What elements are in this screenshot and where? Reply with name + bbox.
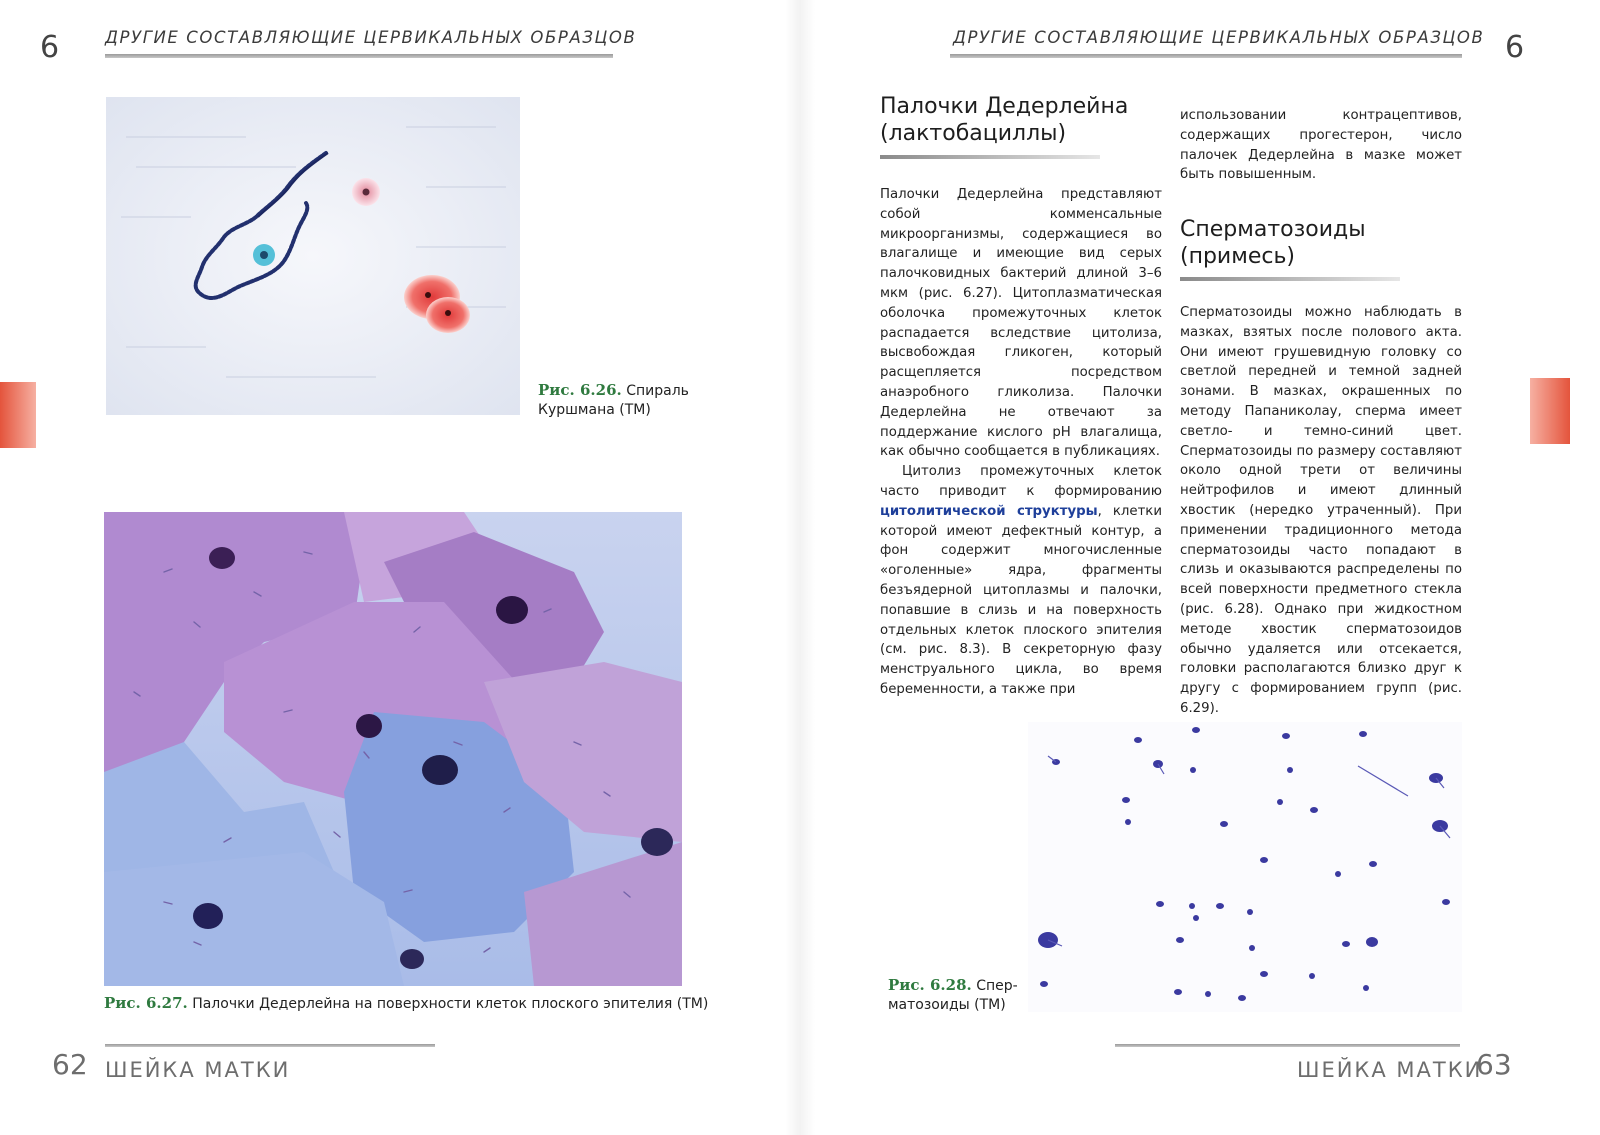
heading-line: Палочки Дедерлейна: [880, 94, 1129, 119]
section-heading-doderlein: [880, 93, 1160, 147]
header-rule: [950, 54, 1462, 58]
heading-rule: [1180, 277, 1400, 281]
paragraph-text: , клетки которой имеют дефектный контур, а фон содержит многочисленные «оголенные» ядра, фрагменты безъядерной цитоплазмы и палочки, попавшие в слизь и на поверхность отдельных клеток плоского эпителия (см. рис. 8.3). В секреторную фазу менструального цикла, во время беременности, а также при: [880, 503, 1162, 697]
chapter-number: 6: [40, 30, 60, 65]
page-number: 62: [52, 1048, 88, 1081]
footer-rule: [1115, 1044, 1460, 1047]
figure-label: Рис. 6.28.: [888, 976, 972, 994]
caption-text: Палочки Дедерлейна на поверхности клеток плоского эпителия (ТМ): [192, 996, 709, 1012]
running-head: ДРУГИЕ СОСТАВЛЯЮЩИЕ ЦЕРВИКАЛЬНЫХ ОБРАЗЦОВ: [953, 28, 1485, 47]
heading-line: (примесь): [1180, 244, 1296, 269]
heading-line: Сперматозоиды: [1180, 217, 1366, 242]
doderlein-bacilli-image: [104, 512, 682, 986]
section-heading-spermatozoa: [1180, 216, 1460, 270]
figure-6-27-micrograph: [104, 512, 682, 986]
paragraph: использовании контрацептивов, содержащих прогестерон, число палочек Дедерлейна в мазке может быть повышенным.: [1180, 108, 1462, 183]
figure-label: Рис. 6.26.: [538, 381, 622, 399]
keyword-cytolytic-structure: цитолитической структуры: [880, 503, 1098, 519]
spermatozoa-image: [1028, 722, 1462, 1012]
caption-text: Куршмана (ТМ): [538, 402, 651, 418]
heading-line: (лактобациллы): [880, 121, 1067, 146]
figure-6-28-caption: [888, 976, 1028, 1015]
text-column-1: [880, 185, 1162, 700]
thumb-tab: [0, 382, 36, 448]
caption-text: Спер-: [976, 978, 1018, 994]
heading-rule: [880, 155, 1100, 159]
paragraph: Сперматозоиды можно наблюдать в мазках, взятых после полового акта. Они имеют грушевидную головку со светлой передней и темной задней зонами. В мазках, окрашенных по методу Папаниколау, сперма имеет светло- и темно-синий цвет. Сперматозоиды по размеру составляют около одной трети от величины нейтрофилов и имеют длинный хвостик (нередко утраченный). При применении традиционного метода сперматозоиды часто попадают в слизь и оказываются распределены по всей поверхности предметного стекла (рис. 6.28). Однако при жидкостном методе хвостик сперматозоидов обычно удаляется или отсекается, головки располагаются близко друг к другу с формированием групп (рис. 6.29).: [1180, 305, 1462, 716]
footer-rule: [105, 1044, 435, 1047]
figure-6-27-caption: [104, 994, 724, 1014]
text-column-2-top: [1180, 106, 1462, 185]
paragraph: [880, 462, 1162, 700]
paragraph-text: Цитолиз промежуточных клеток часто приводит к формированию: [880, 464, 1162, 499]
text-column-2: [1180, 303, 1462, 719]
figure-6-26-micrograph: [106, 97, 520, 415]
book-title-footer: ШЕЙКА МАТКИ: [105, 1058, 291, 1082]
header-rule: [105, 54, 613, 58]
page-number: 63: [1476, 1048, 1512, 1081]
chapter-number: 6: [1505, 30, 1525, 65]
book-title-footer: ШЕЙКА МАТКИ: [1297, 1058, 1483, 1082]
figure-6-26-caption: [538, 381, 698, 420]
caption-text: матозоиды (ТМ): [888, 997, 1006, 1013]
right-page: [800, 0, 1600, 1135]
caption-text: Спираль: [626, 383, 689, 399]
curschmann-spiral-image: [106, 97, 520, 415]
book-gutter-shadow: [785, 0, 815, 1135]
figure-label: Рис. 6.27.: [104, 994, 188, 1012]
paragraph: Палочки Дедерлейна представляют собой комменсальные микроорганизмы, содержащиеся во влагалище и имеющие вид серых палочковидных бактерий длиной 3–6 мкм (рис. 6.27). Цитоплазматическая оболочка промежуточных клеток распадается вследствие цитолиза, высвобождая гликоген, который расщепляется посредством анаэробного гликолиза. Палочки Дедерлейна не отвечают за поддержание кислого pH влагалища, как обычно сообщается в публикациях.: [880, 187, 1162, 460]
thumb-tab: [1530, 378, 1570, 444]
running-head: ДРУГИЕ СОСТАВЛЯЮЩИЕ ЦЕРВИКАЛЬНЫХ ОБРАЗЦОВ: [105, 28, 637, 47]
figure-6-28-micrograph: [1028, 722, 1462, 1012]
